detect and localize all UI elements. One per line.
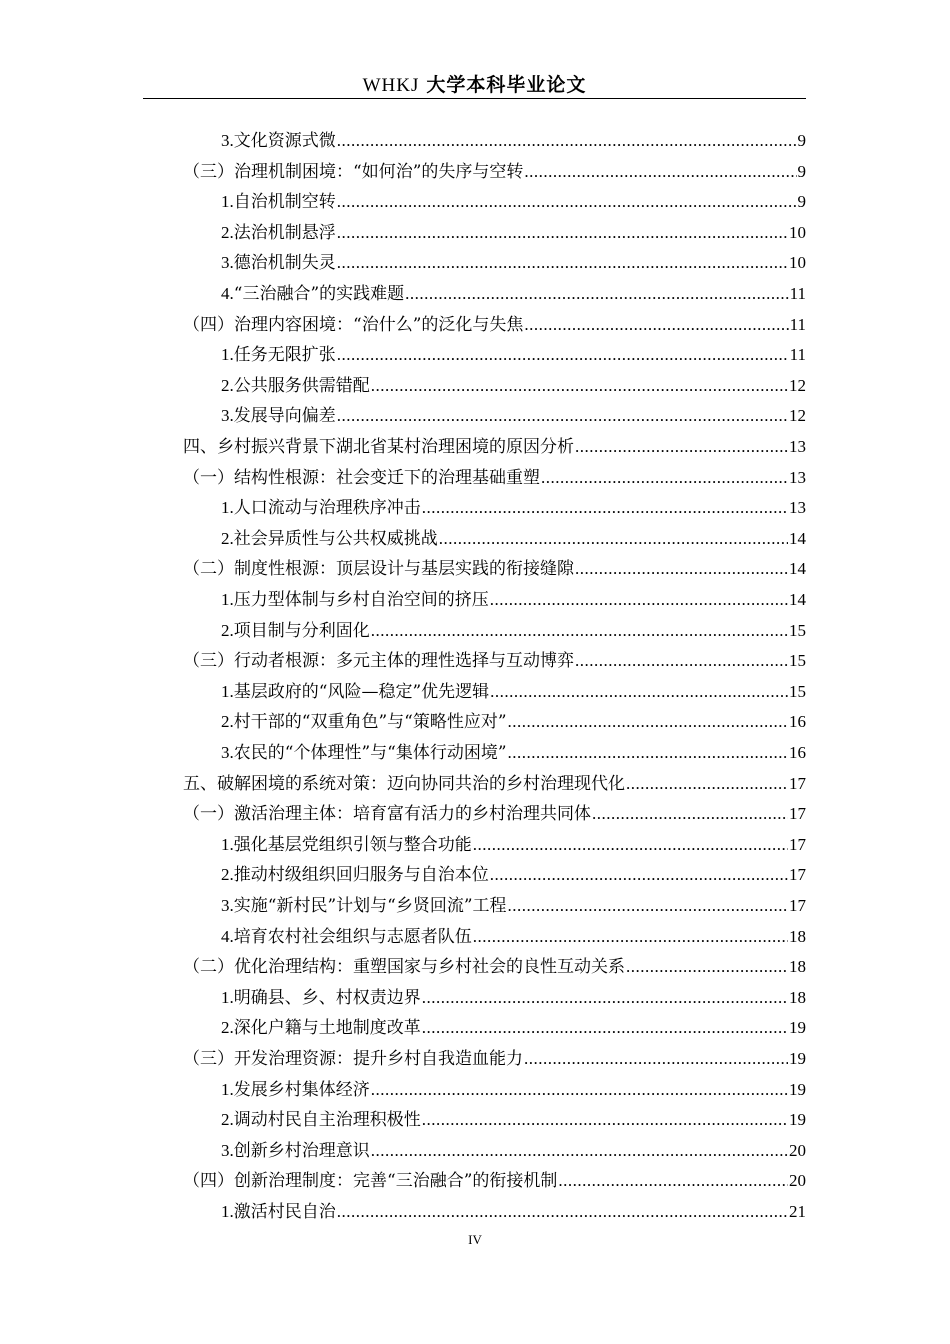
toc-entry-number: 1. (221, 192, 234, 212)
toc-entry-number: 4. (221, 284, 234, 303)
toc-entry[interactable] (183, 554, 806, 584)
toc-entry[interactable] (221, 187, 806, 217)
toc-entry-page: 11 (789, 314, 806, 334)
toc-entry-title: 公共服务供需错配 (233, 375, 370, 396)
toc-entry[interactable] (221, 891, 806, 921)
toc-entry-number: 4. (221, 926, 234, 946)
toc-entry-page: 16 (789, 743, 806, 762)
toc-entry[interactable] (183, 1166, 806, 1196)
toc-entry-title: （三）行动者根源：多元主体的理性选择与互动博弈 (183, 651, 574, 672)
toc-entry-title: 社会异质性与公共权威挑战 (233, 528, 438, 549)
toc-entry-page: 9 (797, 131, 806, 150)
toc-entry[interactable] (183, 157, 806, 187)
toc-entry-title: 人口流动与治理秩序冲击 (233, 498, 421, 519)
toc-entry-number: 1. (221, 681, 234, 701)
toc-entry[interactable] (221, 616, 806, 646)
toc-entry-title: 文化资源式微 (233, 131, 336, 151)
toc-entry[interactable] (221, 218, 806, 248)
toc-entry-number: 1. (221, 1202, 234, 1221)
toc-entry-title: 深化户籍与土地制度改革 (233, 1018, 421, 1039)
toc-entry[interactable] (221, 1136, 806, 1166)
toc-entry-number: 2. (221, 375, 234, 395)
toc-entry-number: 2. (221, 712, 234, 732)
toc-entry-title: 四、乡村振兴背景下湖北省某村治理困境的原因分析 (183, 437, 574, 457)
toc-entry[interactable] (221, 677, 806, 707)
toc-entry-title: 实施“新村民”计划与“乡贤回流”工程 (233, 896, 507, 916)
page-number: IV (468, 1232, 482, 1247)
toc-leader-dots (422, 493, 788, 523)
toc-entry[interactable] (183, 432, 806, 462)
toc-entry-title: （四）治理内容困境：“治什么”的泛化与失焦 (183, 314, 524, 335)
toc-entry-page: 14 (789, 559, 806, 579)
toc-entry-page: 20 (789, 1171, 806, 1191)
toc-entry[interactable] (221, 830, 806, 860)
toc-entry[interactable] (183, 463, 806, 493)
toc-leader-dots (592, 799, 788, 829)
toc-entry-page: 17 (789, 773, 806, 793)
toc-entry-number: 3. (221, 406, 234, 426)
toc-entry[interactable] (221, 738, 806, 768)
toc-entry-page: 10 (789, 253, 806, 273)
toc-leader-dots (508, 738, 788, 768)
toc-leader-dots (524, 1044, 788, 1074)
toc-entry-title: （二）制度性根源：顶层设计与基层实践的衔接缝隙 (183, 559, 574, 580)
toc-leader-dots (405, 279, 788, 309)
toc-entry-page: 14 (789, 528, 806, 548)
toc-leader-dots (490, 585, 788, 615)
toc-entry-page: 18 (789, 926, 806, 946)
toc-entry-page: 12 (789, 375, 806, 395)
toc-leader-dots (473, 922, 788, 952)
toc-entry-page: 18 (789, 987, 806, 1007)
toc-leader-dots (541, 463, 788, 493)
toc-leader-dots (508, 891, 788, 921)
toc-leader-dots (371, 616, 788, 646)
toc-entry[interactable] (221, 340, 806, 370)
toc-leader-dots (558, 1166, 788, 1196)
toc-entry-title: （四）创新治理制度：完善“三治融合”的衔接机制 (183, 1171, 558, 1192)
toc-entry-page: 13 (789, 467, 806, 487)
toc-entry-number: 2. (221, 222, 234, 242)
toc-leader-dots (575, 646, 788, 676)
toc-entry-title: 调动村民自主治理积极性 (233, 1110, 421, 1131)
toc-leader-dots (626, 952, 788, 982)
toc-entry-page: 9 (797, 192, 806, 212)
toc-entry-page: 21 (789, 1202, 806, 1221)
toc-entry-page: 14 (789, 590, 806, 609)
toc-entry-page: 11 (789, 284, 806, 303)
toc-entry-title: 德治机制失灵 (233, 253, 336, 274)
toc-entry-page: 19 (789, 1018, 806, 1038)
toc-entry-page: 18 (789, 957, 806, 977)
toc-leader-dots (575, 554, 788, 584)
toc-entry[interactable] (183, 952, 806, 982)
toc-leader-dots (473, 830, 788, 860)
toc-leader-dots (337, 187, 797, 217)
header-rule (143, 98, 806, 99)
toc-leader-dots (490, 860, 788, 890)
toc-entry-page: 17 (789, 896, 806, 915)
toc-entry[interactable] (183, 310, 806, 340)
toc-entry-number: 1. (221, 834, 234, 854)
toc-entry[interactable] (221, 126, 806, 156)
toc-leader-dots (422, 1105, 788, 1135)
toc-entry-title: 激活村民自治 (233, 1202, 336, 1222)
toc-entry-number: 3. (221, 896, 234, 915)
toc-leader-dots (439, 524, 788, 554)
toc-entry-page: 19 (789, 1049, 806, 1068)
toc-entry-number: 1. (221, 590, 234, 609)
toc-leader-dots (371, 1075, 788, 1105)
toc-entry-title: 压力型体制与乡村自治空间的挤压 (233, 590, 489, 610)
toc-leader-dots (337, 248, 788, 278)
toc-entry[interactable] (221, 493, 806, 523)
running-header (143, 70, 806, 97)
toc-entry-page: 16 (789, 712, 806, 732)
toc-entry-number: 2. (221, 620, 234, 640)
toc-entry-number: 2. (221, 1110, 234, 1130)
toc-leader-dots (490, 677, 788, 707)
toc-entry-number: 3. (221, 253, 234, 273)
toc-entry[interactable] (221, 371, 806, 401)
toc-entry-number: 3. (221, 1140, 234, 1160)
toc-entry-title: 创新乡村治理意识 (233, 1140, 370, 1161)
toc-leader-dots (337, 401, 788, 431)
toc-entry-title: 自治机制空转 (233, 192, 336, 213)
toc-entry[interactable] (221, 401, 806, 431)
toc-entry-page: 19 (789, 1079, 806, 1099)
toc-leader-dots (524, 310, 788, 340)
header-title: 大学本科毕业论文 (426, 74, 587, 96)
toc-leader-dots (575, 432, 788, 462)
toc-entry[interactable] (221, 983, 806, 1013)
toc-entry[interactable] (221, 860, 806, 890)
toc-entry-page: 19 (789, 1110, 806, 1130)
toc-entry[interactable] (183, 799, 806, 829)
toc-entry-title: 发展导向偏差 (233, 406, 336, 427)
toc-leader-dots (422, 1013, 788, 1043)
toc-entry-number: 2. (221, 528, 234, 548)
toc-entry-title: 项目制与分利固化 (233, 620, 370, 641)
toc-entry-page: 9 (797, 161, 806, 181)
toc-entry-title: 明确县、乡、村权责边界 (233, 987, 421, 1008)
toc-entry-page: 17 (789, 834, 806, 854)
toc-entry-number: 3. (221, 131, 234, 150)
toc-entry-title: （一）结构性根源：社会变迁下的治理基础重塑 (183, 467, 540, 488)
toc-entry-title: “三治融合”的实践难题 (233, 284, 405, 304)
toc-entry[interactable] (221, 1197, 806, 1227)
toc-leader-dots (337, 218, 788, 248)
toc-entry[interactable] (221, 707, 806, 737)
toc-leader-dots (337, 340, 789, 370)
toc-entry[interactable] (183, 769, 806, 799)
toc-entry-page: 12 (789, 406, 806, 426)
toc-entry-number: 3. (221, 743, 234, 762)
toc-entry[interactable] (183, 1044, 806, 1074)
toc-leader-dots (422, 983, 788, 1013)
toc-entry-title: 培育农村社会组织与志愿者队伍 (233, 926, 472, 947)
toc-leader-dots (371, 371, 788, 401)
toc-entry-title: （三）开发治理资源：提升乡村自我造血能力 (183, 1049, 523, 1069)
toc-entry-title: 发展乡村集体经济 (233, 1079, 370, 1100)
toc-entry-page: 11 (789, 345, 806, 365)
toc-entry[interactable] (221, 1013, 806, 1043)
toc-entry-page: 15 (789, 651, 806, 671)
toc-entry-number: 1. (221, 498, 234, 518)
toc-entry-number: 1. (221, 1079, 234, 1099)
toc-entry-page: 20 (789, 1140, 806, 1160)
toc-entry[interactable] (221, 524, 806, 554)
toc-entry-title: 法治机制悬浮 (233, 222, 336, 243)
toc-entry[interactable] (221, 279, 806, 309)
toc-entry-title: 农民的“个体理性”与“集体行动困境” (233, 743, 507, 763)
toc-leader-dots (508, 707, 788, 737)
toc-entry-title: （二）优化治理结构：重塑国家与乡村社会的良性互动关系 (183, 957, 625, 978)
toc-entry-page: 15 (789, 620, 806, 640)
toc-entry-title: （三）治理机制困境：“如何治”的失序与空转 (183, 161, 524, 182)
toc-entry-title: 任务无限扩张 (233, 345, 336, 366)
toc-entry-number: 2. (221, 1018, 234, 1038)
toc-entry[interactable] (183, 646, 806, 676)
toc-entry-page: 15 (789, 681, 806, 701)
toc-entry-title: 五、破解困境的系统对策：迈向协同共治的乡村治理现代化 (183, 773, 625, 794)
toc-entry-title: （一）激活治理主体：培育富有活力的乡村治理共同体 (183, 804, 591, 825)
toc-leader-dots (337, 126, 797, 156)
toc-entry-title: 基层政府的“风险—稳定”优先逻辑 (233, 681, 490, 702)
toc-entry-number: 1. (221, 345, 234, 365)
toc-entry-title: 村干部的“双重角色”与“策略性应对” (233, 712, 507, 733)
toc-leader-dots (337, 1197, 788, 1227)
toc-entry-number: 1. (221, 987, 234, 1007)
toc-entry[interactable] (221, 585, 806, 615)
toc-leader-dots (524, 157, 796, 187)
toc-entry-page: 17 (789, 804, 806, 824)
toc-leader-dots (626, 769, 788, 799)
toc-entry[interactable] (221, 1105, 806, 1135)
toc-leader-dots (371, 1136, 788, 1166)
toc-entry-number: 2. (221, 865, 234, 885)
toc-entry-page: 17 (789, 865, 806, 885)
toc-entry[interactable] (221, 248, 806, 278)
toc-entry-page: 13 (789, 437, 806, 456)
toc-entry[interactable] (221, 922, 806, 952)
toc-entry-title: 强化基层党组织引领与整合功能 (233, 834, 472, 855)
toc-entry-title: 推动村级组织回归服务与自治本位 (233, 865, 489, 886)
toc-entry-page: 13 (789, 498, 806, 518)
header-school-code: WHKJ (362, 75, 420, 96)
toc-entry-page: 10 (789, 222, 806, 242)
toc-entry[interactable] (221, 1075, 806, 1105)
